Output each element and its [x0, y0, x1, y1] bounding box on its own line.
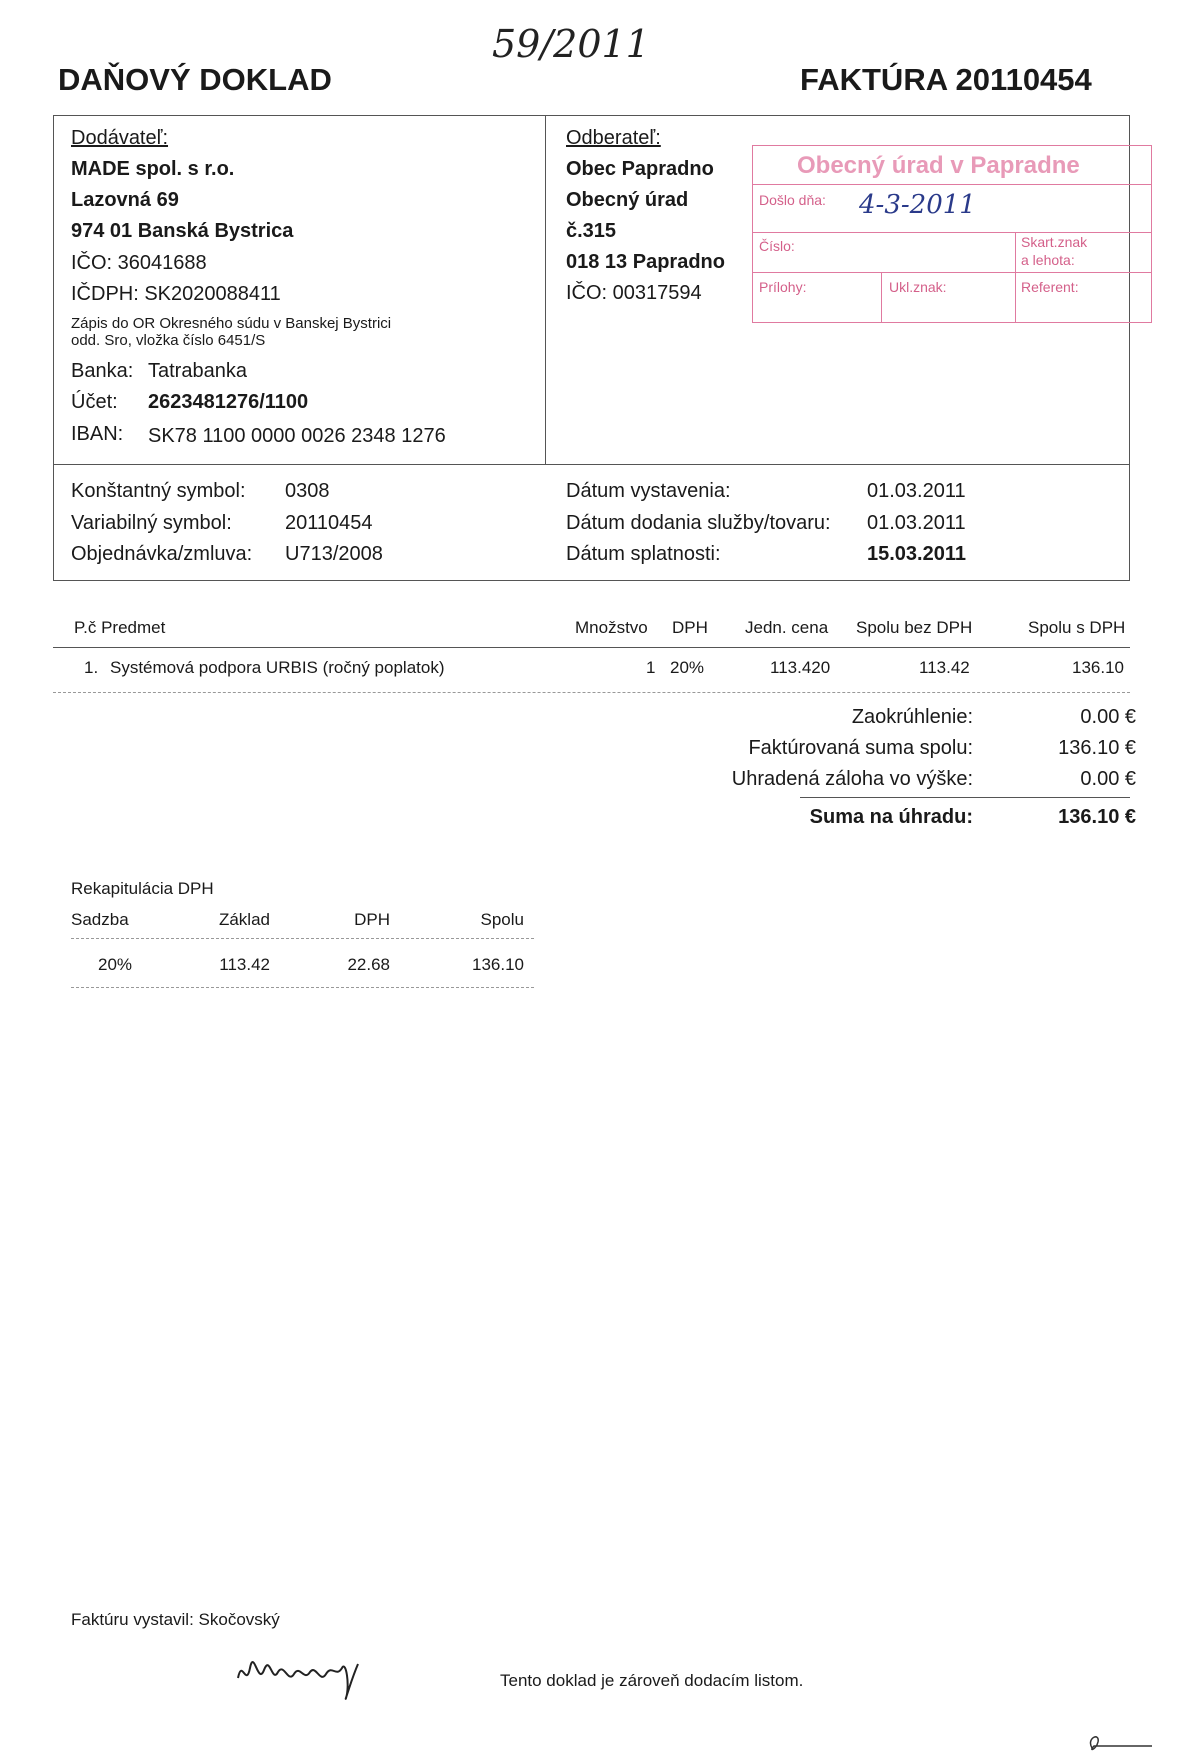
advance-label: Uhradená záloha vo výške: — [731, 768, 973, 790]
supplier-icdph: IČDPH: SK2020088411 — [71, 283, 281, 305]
items-row-rule — [53, 692, 1130, 693]
vat-recap-vat: 22.68 — [347, 955, 390, 974]
bank-value: Tatrabanka — [148, 360, 247, 382]
vat-recap-bottom-rule — [71, 987, 534, 988]
items-header-rule — [53, 647, 1130, 648]
vat-recap-header-vat: DPH — [354, 910, 390, 929]
delivery-date-label: Dátum dodania služby/tovaru: — [566, 512, 831, 534]
stamp-line-3 — [753, 272, 1151, 273]
stamp-number-label: Číslo: — [759, 238, 795, 254]
invoiced-total-value: 136.10 € — [1058, 737, 1136, 759]
supplier-ico: IČO: 36041688 — [71, 252, 207, 274]
iban-value: SK78 1100 0000 0026 2348 1276 — [148, 425, 446, 447]
stamp-skart-label-2: a lehota: — [1021, 252, 1075, 268]
stamp-line-1 — [753, 184, 1151, 185]
invoiced-total-label: Faktúrovaná suma spolu: — [748, 737, 973, 759]
row-total-no-vat: 113.42 — [919, 658, 970, 677]
party-divider-vertical — [545, 115, 546, 464]
order-label: Objednávka/zmluva: — [71, 543, 253, 565]
supplier-name: MADE spol. s r.o. — [71, 158, 235, 180]
invoice-number-title: FAKTÚRA 20110454 — [800, 62, 1092, 97]
row-qty: 1 — [646, 658, 656, 677]
vat-recap-header-rate: Sadzba — [71, 910, 129, 929]
row-subject: Systémová podpora URBIS (ročný poplatok) — [110, 658, 445, 677]
due-date-value: 15.03.2011 — [867, 543, 966, 565]
supplier-registry-line2: odd. Sro, vložka číslo 6451/S — [71, 332, 266, 349]
col-header-qty: Množstvo — [575, 618, 648, 637]
stamp-attachments-label: Prílohy: — [759, 279, 807, 295]
vat-recap-header-total: Spolu — [480, 910, 524, 929]
stamp-ulozne-label: Ukl.znak: — [889, 279, 947, 295]
customer-city: 018 13 Papradno — [566, 251, 725, 273]
rounding-value: 0.00 € — [1080, 706, 1136, 728]
stamp-line-2 — [753, 232, 1151, 233]
delivery-note: Tento doklad je zároveň dodacím listom. — [500, 1671, 804, 1690]
supplier-city: 974 01 Banská Bystrica — [71, 220, 294, 242]
issued-by: Faktúru vystavil: Skočovský — [71, 1610, 280, 1629]
customer-office: Obecný úrad — [566, 189, 689, 211]
handwritten-reference: 59/2011 — [492, 22, 650, 66]
order-value: U713/2008 — [285, 543, 383, 565]
advance-value: 0.00 € — [1080, 768, 1136, 790]
delivery-date-value: 01.03.2011 — [867, 512, 966, 534]
vat-recap-rate: 20% — [98, 955, 133, 974]
supplier-heading: Dodávateľ: — [71, 127, 169, 149]
row-number: 1. — [84, 658, 99, 677]
received-stamp — [752, 145, 1152, 323]
vat-recap-total: 136.10 — [472, 955, 524, 974]
initials-mark — [1082, 1728, 1162, 1763]
variable-symbol-label: Variabilný symbol: — [71, 512, 232, 534]
constant-symbol-label: Konštantný symbol: — [71, 480, 246, 502]
rounding-label: Zaokrúhlenie: — [851, 706, 973, 728]
party-divider-horizontal — [53, 464, 1130, 465]
vat-recap-header-rule — [71, 938, 534, 939]
customer-number: č.315 — [566, 220, 617, 242]
stamp-skart-label-1: Skart.znak — [1021, 234, 1088, 250]
issue-date-label: Dátum vystavenia: — [566, 480, 731, 502]
amount-due-value: 136.10 € — [1058, 806, 1136, 828]
customer-ico: IČO: 00317594 — [566, 282, 702, 304]
iban-label: IBAN: — [71, 423, 124, 445]
col-header-subject: P.č Predmet — [74, 618, 166, 637]
variable-symbol-value: 20110454 — [285, 512, 373, 534]
stamp-received-date: 4-3-2011 — [859, 190, 976, 220]
document-title: DAŇOVÝ DOKLAD — [58, 62, 332, 97]
issue-date-value: 01.03.2011 — [867, 480, 966, 502]
totals-rule — [800, 797, 1130, 798]
signature — [232, 1638, 392, 1713]
col-header-total-vat: Spolu s DPH — [1028, 618, 1126, 637]
row-vat: 20% — [670, 658, 705, 677]
stamp-referent-label: Referent: — [1021, 279, 1079, 295]
bank-label: Banka: — [71, 360, 134, 382]
stamp-vline-1 — [1015, 232, 1016, 322]
row-unit-price: 113.420 — [770, 658, 831, 677]
supplier-street: Lazovná 69 — [71, 189, 179, 211]
stamp-header: Obecný úrad v Papradne — [797, 152, 1080, 179]
col-header-vat: DPH — [672, 618, 708, 637]
customer-name: Obec Papradno — [566, 158, 714, 180]
vat-recap-header-base: Základ — [218, 910, 270, 929]
supplier-registry-line1: Zápis do OR Okresného súdu v Banskej Bystrici — [71, 315, 392, 332]
vat-recap-title: Rekapitulácia DPH — [71, 879, 214, 898]
row-total-vat: 136.10 — [1072, 658, 1124, 677]
stamp-vline-2 — [881, 272, 882, 322]
account-value: 2623481276/1100 — [148, 391, 309, 413]
col-header-total-no-vat: Spolu bez DPH — [856, 618, 973, 637]
constant-symbol-value: 0308 — [285, 480, 330, 502]
vat-recap-base: 113.42 — [219, 955, 270, 974]
customer-heading: Odberateľ: — [566, 127, 661, 149]
due-date-label: Dátum splatnosti: — [566, 543, 721, 565]
stamp-received-label: Došlo dňa: — [759, 192, 826, 208]
amount-due-label: Suma na úhradu: — [809, 806, 973, 828]
account-label: Účet: — [71, 391, 118, 413]
col-header-unit-price: Jedn. cena — [745, 618, 829, 637]
